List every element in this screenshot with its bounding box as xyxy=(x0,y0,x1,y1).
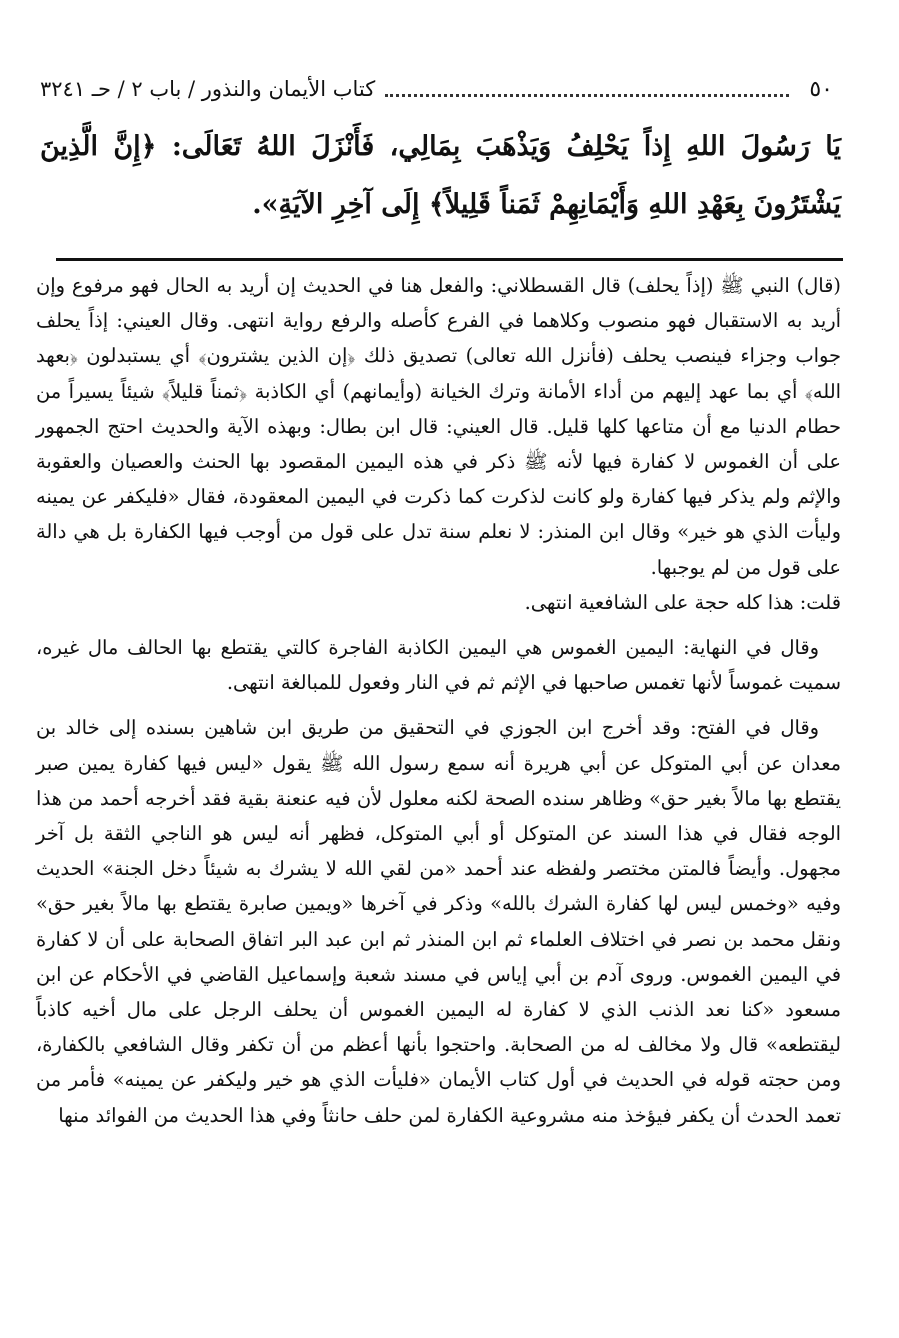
commentary-paragraph: وقال في الفتح: وقد أخرج ابن الجوزي في التحقيق من طريق ابن شاهين بسنده إلى خالد بن معدان عن أبي المتوكل عن أبي هريرة أنه سمع رسول الله ﷺ يقول «ليس فيها كفارة يمين صبر يقتطع بها مالاً بغير حق» وظاهر سنده الصحة لكنه معلول لأن فيه عنعنة بقية فقد أخرجه أحمد من هذا الوجه فقال في هذا السند عن المتوكل أو أبي المتوكل، فظهر أنه ليس هو الناجي الثقة بل آخر مجهول. وأيضاً فالمتن مختصر ولفظه عند أحمد «من لقي الله لا يشرك به شيئاً دخل الجنة» الحديث وفيه «وخمس ليس لها كفارة الشرك بالله» وذكر في آخرها «ويمين صابرة يقتطع بها مالاً بغير حق» ونقل محمد بن نصر في اختلاف العلماء ثم ابن المنذر ثم ابن عبد البر اتفاق الصحابة على أن لا كفارة في اليمين الغموس. وروى آدم بن أبي إياس في مسند شعبة وإسماعيل القاضي في الأحكام عن ابن مسعود «كنا نعد الذنب الذي لا كفارة له اليمين الغموس أن يحلف الرجل على مال أخيه كاذباً ليقتطعه» قال ولا مخالف له من الصحابة. واحتجوا بأنها أعظم من أن تكفر وقال الشافعي بالكفارة، ومن حجته قوله في الحديث في أول كتاب الأيمان «فليأت الذي هو خير وليكفر عن يمينه» فأمر من تعمد الحدث أن يكفر فيؤخذ منه مشروعية الكفارة لمن حلف حانثاً وفي هذا الحديث من الفوائد منها xyxy=(36,716,841,1127)
commentary-paragraph: (قال) النبي ﷺ (إذاً يحلف) قال القسطلاني: والفعل هنا في الحديث إن أريد به الحال فهو مرفوع وإن أريد به الاستقبال فهو منصوب وكلاهما في الفرع كأصله والرفع رواية انتهى. وقال العيني: إذاً يحلف جواب وجزاء فينصب يحلف (فأنزل الله تعالى) تصديق ذلك ﴿إن الذين يشترون﴾ أي يستبدلون ﴿بعهد الله﴾ أي بما عهد إليهم من أداء الأمانة وترك الخيانة (وأيمانهم) أي الكاذبة ﴿ثمناً قليلاً﴾ شيئاً يسيراً من حطام الدنيا مع أن متاعها كلها قليل. قال العيني: قال ابن بطال: وبهذه الآية والحديث احتج الجمهور على أن الغموس لا كفارة فيها لأنه ﷺ ذكر في هذه اليمين المقصود بها الحنث والعصيان والعقوبة والإثم ولم يذكر فيها كفارة ولو كانت لذكرت كما ذكرت في اليمين المعقودة، فقال «فليكفر عن يمينه وليأت الذي هو خير» وقال ابن المنذر: لا نعلم سنة تدل على قول من أوجب فيها الكفارة بل هي دالة على قول من لم يوجبها. xyxy=(36,274,841,579)
page-number: ٥٠ xyxy=(809,76,833,102)
commentary xyxy=(36,268,841,1133)
running-header xyxy=(40,72,833,106)
commentary-paragraph: وقال في النهاية: اليمين الغموس هي اليمين الكاذبة الفاجرة كالتي يقتطع بها الحالف مال غيره، سميت غموساً لأنها تغمس صاحبها في الإثم ثم في النار وفعول للمبالغة انتهى. xyxy=(36,636,841,695)
header-dotted-leader xyxy=(385,82,789,97)
running-title: كتاب الأيمان والنذور / باب ٢ / حـ ٣٢٤١ xyxy=(40,77,376,101)
commentary-paragraph: قلت: هذا كله حجة على الشافعية انتهى. xyxy=(524,590,841,614)
separator-rule xyxy=(56,258,843,261)
hadith-text: يَا رَسُولَ اللهِ إِذاً يَحْلِفُ وَيَذْهَبَ بِمَالِي، فَأَنْزَلَ اللهُ تَعَالَى: ﴿إِنَّ الَّذِينَ يَشْتَرُونَ بِعَهْدِ اللهِ وَأَيْمَانِهِمْ ثَمَناً قَلِيلاً﴾ إِلَى آخِرِ الآيَةِ». xyxy=(40,131,841,220)
